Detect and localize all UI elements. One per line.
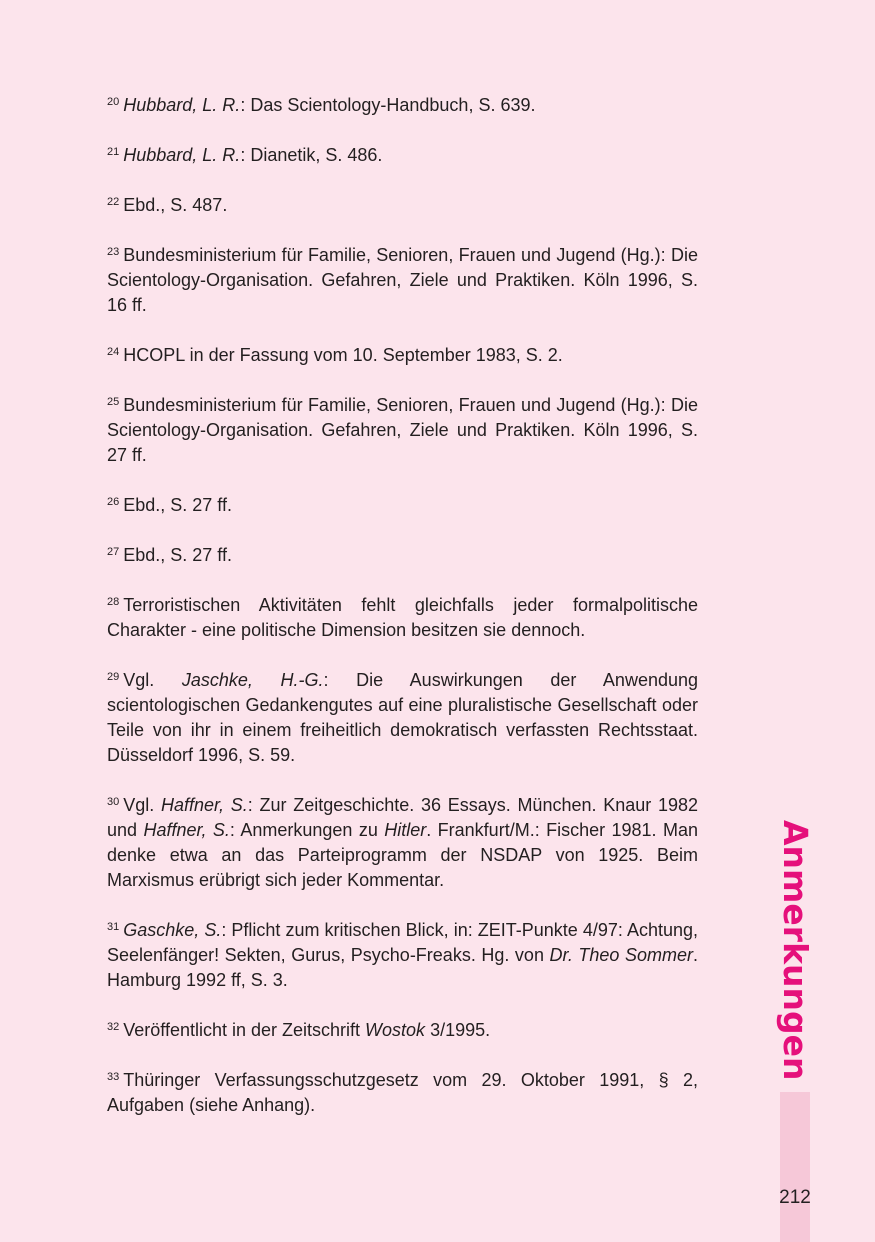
endnote-22 (107, 193, 698, 218)
note-text: : Anmerkungen zu (229, 820, 378, 840)
footnote-number: 21 (107, 146, 120, 158)
endnotes-list (107, 93, 698, 1143)
author-name: Jaschke, H.-G. (181, 670, 324, 690)
footnote-number: 28 (107, 596, 120, 608)
endnote-32 (107, 1018, 698, 1043)
footnote-number: 27 (107, 546, 120, 558)
endnote-30 (107, 793, 698, 893)
note-text: Ebd., S. 27 ff. (123, 545, 232, 565)
endnote-26 (107, 493, 698, 518)
note-text: : Pflicht zum kritischen Blick, in: ZEIT-Punkte 4/97: Achtung, Seelenfänger! Sekten, Gurus, Psycho-Freaks. Hg. von (107, 920, 699, 965)
footnote-number: 31 (107, 921, 120, 933)
note-text: 3/1995. (430, 1020, 491, 1040)
footnote-number: 20 (107, 96, 120, 108)
footnote-number: 33 (107, 1071, 120, 1083)
endnote-20 (107, 93, 698, 118)
author-name: Gaschke, S. (123, 920, 222, 940)
note-prefix: Vgl. (123, 670, 155, 690)
endnote-23 (107, 243, 698, 318)
note-text: Thüringer Verfassungsschutzgesetz vom 29. Oktober 1991, § 2, Aufgaben (siehe Anhang). (107, 1070, 698, 1115)
endnote-27 (107, 543, 698, 568)
footnote-number: 24 (107, 346, 120, 358)
note-text: Bundesministerium für Familie, Senioren, Frauen und Jugend (Hg.): Die Scientology-Organisation. Gefahren, Ziele und Praktiken. Köln 1996, S. 27 ff. (107, 395, 698, 465)
author-name: Haffner, S. (143, 820, 230, 840)
endnote-28 (107, 593, 698, 643)
footnote-number: 25 (107, 396, 120, 408)
note-text: Bundesministerium für Familie, Senioren, Frauen und Jugend (Hg.): Die Scientology-Organisation. Gefahren, Ziele und Praktiken. Köln 1996, S. 16 ff. (107, 245, 698, 315)
footnote-number: 29 (107, 671, 120, 683)
note-text: Terroristischen Aktivitäten fehlt gleichfalls jeder formalpolitische Charakter - eine politische Dimension besitzen sie dennoch. (107, 595, 698, 640)
endnote-31 (107, 918, 698, 993)
journal-name: Wostok (365, 1020, 426, 1040)
note-text: Ebd., S. 487. (123, 195, 228, 215)
page-tab-bar (780, 1092, 810, 1242)
editor-name: Dr. Theo Sommer (549, 945, 693, 965)
endnote-21 (107, 143, 698, 168)
footnote-number: 23 (107, 246, 120, 258)
note-text: : Zur Zeitgeschichte. 36 Essays. München. Knaur 1982 und (107, 795, 698, 840)
endnote-29 (107, 668, 698, 768)
note-text: : Das Scientology-Handbuch, S. 639. (240, 95, 536, 115)
note-text: : Die Auswirkungen der Anwendung scientologischen Gedankengutes auf eine pluralistische Gesellschaft oder Teile von ihr in einem freiheitlich demokratisch verfassten Rechtsstaat. Düsseldorf 1996, S. 59. (107, 670, 699, 765)
note-prefix: Vgl. (123, 795, 155, 815)
page-number: 212 (779, 1187, 811, 1208)
note-text: : Dianetik, S. 486. (240, 145, 383, 165)
note-text: Veröffentlicht in der Zeitschrift (123, 1020, 361, 1040)
note-text: HCOPL in der Fassung vom 10. September 1983, S. 2. (123, 345, 563, 365)
endnote-24 (107, 343, 698, 368)
note-text: Ebd., S. 27 ff. (123, 495, 232, 515)
author-name: Hubbard, L. R. (123, 95, 241, 115)
author-name: Haffner, S. (161, 795, 248, 815)
footnote-number: 26 (107, 496, 120, 508)
italic-term: Hitler (384, 820, 427, 840)
endnote-33 (107, 1068, 698, 1118)
endnote-25 (107, 393, 698, 468)
note-text: . Hamburg 1992 ff, S. 3. (107, 945, 698, 990)
author-name: Hubbard, L. R. (123, 145, 241, 165)
footnote-number: 32 (107, 1021, 120, 1033)
footnote-number: 22 (107, 196, 120, 208)
note-text: . Frankfurt/M.: Fischer 1981. Man denke etwa an das Parteiprogramm der NSDAP von 1925. Beim Marxismus erübrigt sich jeder Kommentar. (107, 820, 698, 890)
section-title-vertical: Anmerkungen (776, 820, 815, 1081)
footnote-number: 30 (107, 796, 120, 808)
